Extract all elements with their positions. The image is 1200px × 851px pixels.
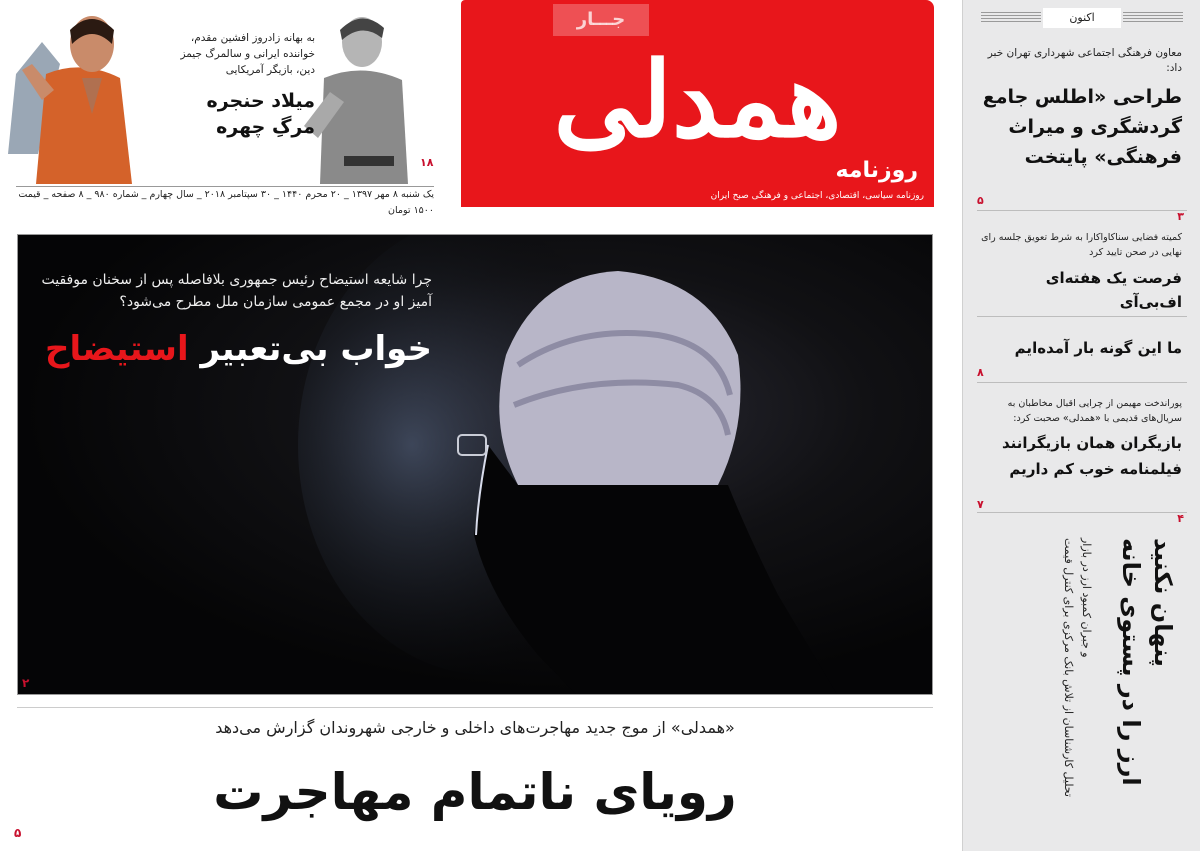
sidebar-item-kicker: معاون فرهنگی اجتماعی شهرداری تهران خبر داد: [987, 47, 1182, 74]
bottom-story-title[interactable]: رویای ناتمام مهاجرت [213, 763, 737, 821]
sidebar-item[interactable] [980, 230, 1182, 314]
main-story-kicker: چرا شایعه استیضاح رئیس جمهوری بلافاصله پس از سخنان موفقیت آمیز او در مجمع عمومی سازمان ملل مطرح می‌شود؟ [41, 272, 432, 310]
sidebar-divider [977, 210, 1187, 211]
vertical-story-title-line2: ارز را در پستوی خانه [1117, 538, 1145, 786]
sidebar-item-page: ۳ [1177, 210, 1184, 223]
vertical-story-title-line1: پنهان نکنید [1149, 538, 1177, 667]
jar-stamp: جـــار [553, 4, 649, 36]
masthead[interactable] [461, 0, 934, 207]
teaser-title-line1: میلاد حنجره [206, 90, 315, 112]
main-story-text [32, 269, 432, 371]
teaser-text [160, 30, 315, 140]
sidebar-item-title: ما این گونه بار آمده‌ایم [1014, 339, 1182, 357]
sidebar-divider [977, 382, 1187, 383]
sidebar-now-label: اکنون [1043, 8, 1121, 28]
vertical-story-kicker-line2: و جبران کمبود ارز در بازار [1080, 538, 1093, 658]
logo-prefix: روزنامه [835, 158, 918, 183]
sidebar-vertical-story[interactable] [996, 530, 1186, 840]
newspaper-logo: همدلی [553, 38, 842, 161]
teaser-kicker: به بهانه زادروز افشین مقدم، خواننده ایرانی و سالمرگ جیمز دین، بازیگر آمریکایی [180, 32, 315, 76]
sidebar-decor-right [1123, 12, 1183, 24]
main-story-title-plain: خواب بی‌تعبیر [200, 329, 432, 369]
sidebar-item-title: طراحی «اطلس جامع گردشگری و میراث فرهنگی» پایتخت [982, 86, 1182, 168]
sidebar-header [963, 8, 1200, 30]
teaser-page-number: ۱۸ [420, 156, 434, 169]
sidebar-item-page: ۵ [977, 194, 984, 207]
teaser-box[interactable] [0, 0, 436, 216]
sidebar-item-page: ۸ [977, 366, 984, 379]
sidebar-divider [977, 316, 1187, 317]
sidebar-item[interactable] [980, 46, 1182, 172]
sidebar-item-kicker: کمیته فضایی سناکاواکارا به شرط تعویق جلسه رای نهایی در صحن تایید کرد [981, 232, 1182, 258]
main-story-title [32, 327, 432, 371]
sidebar-vertical-page: ۴ [1177, 512, 1184, 525]
teaser-title-line2: مرگِ چهره [216, 116, 315, 138]
sidebar-item-page: ۷ [977, 498, 984, 511]
sidebar-item-title: بازیگران همان بازیگرانند فیلمنامه خوب کم داریم [1001, 434, 1182, 478]
bottom-story-kicker[interactable]: «همدلی» از موج جدید مهاجرت‌های داخلی و خارجی شهروندان گزارش می‌دهد [215, 718, 735, 737]
dateline: یک شنبه ۸ مهر ۱۳۹۷ _ ۲۰ محرم ۱۴۴۰ _ ۳۰ سپتامبر ۲۰۱۸ _ سال چهارم _ شماره ۹۸۰ _ ۸ صفحه _ قیمت ۱۵۰۰ تومان [16, 186, 434, 204]
divider [17, 707, 933, 708]
main-story-title-highlight: استیضاح [45, 329, 189, 369]
vertical-story-kicker-line1: تحلیل کارشناسان از تلاش بانک مرکزی برای کنترل قیمت [1062, 538, 1075, 797]
bottom-story-page-number: ۵ [14, 826, 22, 840]
sidebar-item-kicker: پوراندخت مهیمن از چرایی اقبال مخاطبان به سریال‌های قدیمی با «همدلی» صحبت کرد: [1007, 398, 1182, 424]
sidebar-item-title: فرصت یک هفته‌ای اف‌بی‌آی [1045, 269, 1182, 311]
sidebar-item[interactable] [980, 336, 1182, 360]
teaser-photo-singer [2, 4, 150, 184]
main-story[interactable] [17, 234, 933, 695]
newspaper-description: روزنامه سیاسی، اقتصادی، اجتماعی و فرهنگی صبح ایران [710, 191, 924, 201]
sidebar-divider [977, 512, 1187, 513]
sidebar-item[interactable] [980, 396, 1182, 482]
main-story-page-number: ۲ [22, 676, 30, 690]
sidebar-decor-left [981, 12, 1041, 24]
